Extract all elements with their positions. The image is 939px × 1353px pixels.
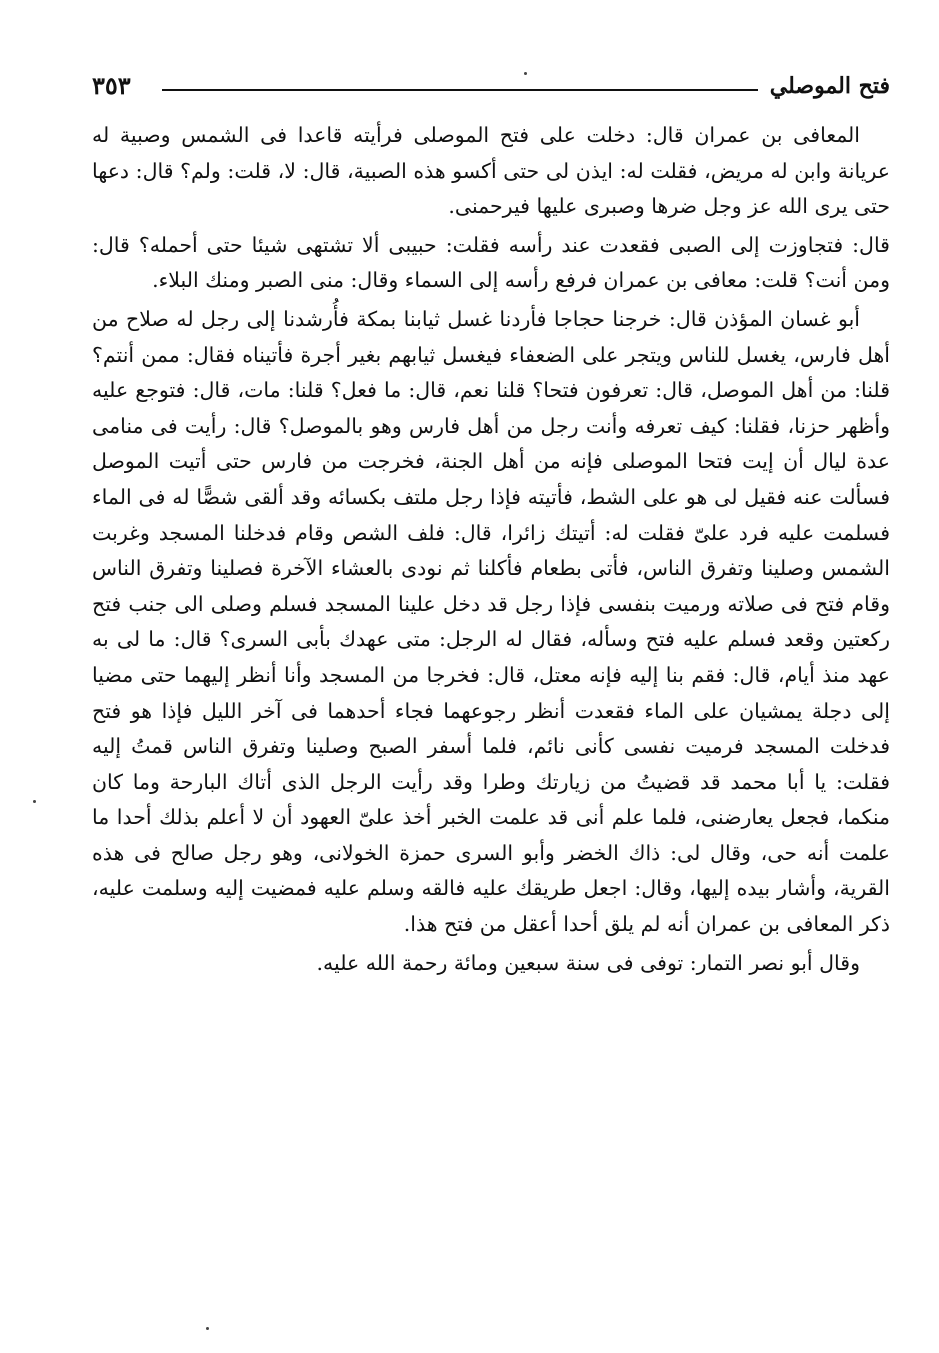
scan-speck — [524, 72, 527, 75]
page-header — [92, 70, 890, 110]
paragraph-death: وقال أبو نصر التمار: توفى فى سنة سبعين ومائة رحمة الله عليه. — [316, 950, 860, 975]
scan-speck — [33, 800, 36, 803]
paragraph-child: قال: فتجاوزت إلى الصبى فقعدت عند رأسه فقلت: حبيبى ألا تشتهى شيئا حتى أحمله؟ قال: ومن أنت؟ قلت: معافى بن عمران فرفع رأسه إلى السماء وقال: منى الصبر ومنك البلاء. — [92, 232, 890, 293]
paragraph-muafa: المعافى بن عمران قال: دخلت على فتح الموصلى فرأيته قاعدا فى الشمس وصبية له عريانة وابن له مريض، فقلت له: ايذن لى حتى أكسو هذه الصبية، قال: لا، قلت: ولم؟ قال: دعها حتى يرى الله عز وجل ضرها وصبرى عليها فيرحمنى. — [92, 123, 890, 219]
paragraph-abu-ghassan: أبو غسان المؤذن قال: خرجنا حجاجا فأردنا غسل ثيابنا بمكة فأُرشدنا إلى رجل له صلاح من أهل فارس، يغسل للناس ويتجر على الضعفاء فيغسل ثيابهم بغير أجرة فأتيناه فقال: ممن أنتم؟ قلنا: من أهل الموصل، قال: تعرفون فتحا؟ قلنا نعم، قال: ما فعل؟ قلنا: مات، قال: فتوجع عليه وأظهر حزنا، فقلنا: كيف تعرفه وأنت رجل من أهل فارس وهو بالموصل؟ قال: رأيت فى منامى عدة ليال أن إيت فتحا الموصلى فإنه من أهل الجنة، فخرجت من فارس حتى أتيت الموصل فسألت عنه فقيل لى هو على الشط، فأتيته فإذا رجل ملتف بكسائه وقد ألقى شصًّا له فى الماء فسلمت عليه فرد علىّ فقلت له: أتيتك زائرا، قال: فلف الشص وقام فدخلنا المسجد وغربت الشمس وصلينا وتفرق الناس، فأتى بطعام فأكلنا ثم نودى بالعشاء الآخرة فصلينا وتفرق الناس وقام فتح فى صلاته ورميت بنفسى فإذا رجل قد دخل علينا المسجد فسلم وصلى الى جنب فتح ركعتين وقعد فسلم عليه فتح وسأله، فقال له الرجل: متى عهدك بأبى السرى؟ قال: ما لى به عهد منذ أيام، قال: فقم بنا إليه فإنه معتل، قال: فخرجا من المسجد وأنا أنظر إليهما حتى مضيا إلى دجلة يمشيان على الماء فقعدت أنظر رجوعهما فجاء أحدهما فى آخر الليل فإذا هو فتح فدخلت المسجد فرميت نفسى كأنى نائم، فلما أسفر الصبح وصلينا وتفرق الناس قمتُ إليه فقلت: يا أبا محمد قد قضيتُ من زيارتك وطرا وقد رأيت الرجل الذى أتاك البارحة وما كان منكما، فجعل يعارضنى، فلما علم أنى قد علمت الخبر أخذ علىّ العهود أن لا أعلم بذلك أحدا ما علمت أنه حى، وقال لى: ذاك الخضر وأبو السرى حمزة الخولانى، وهو رجل صالح فى هذه القرية، وأشار بيده إليها، وقال: اجعل طريقك عليه فالقه وسلم عليه فمضيت إليه وسلمت عليه، ذكر المعافى بن عمران أنه لم يلق أحدا أعقل من فتح هذا. — [92, 306, 890, 937]
body-text — [92, 118, 890, 984]
running-title: فتح الموصلي — [769, 73, 890, 99]
header-rule — [162, 89, 758, 91]
page-number: ٣٥٣ — [92, 71, 131, 100]
scan-speck — [206, 1327, 209, 1330]
